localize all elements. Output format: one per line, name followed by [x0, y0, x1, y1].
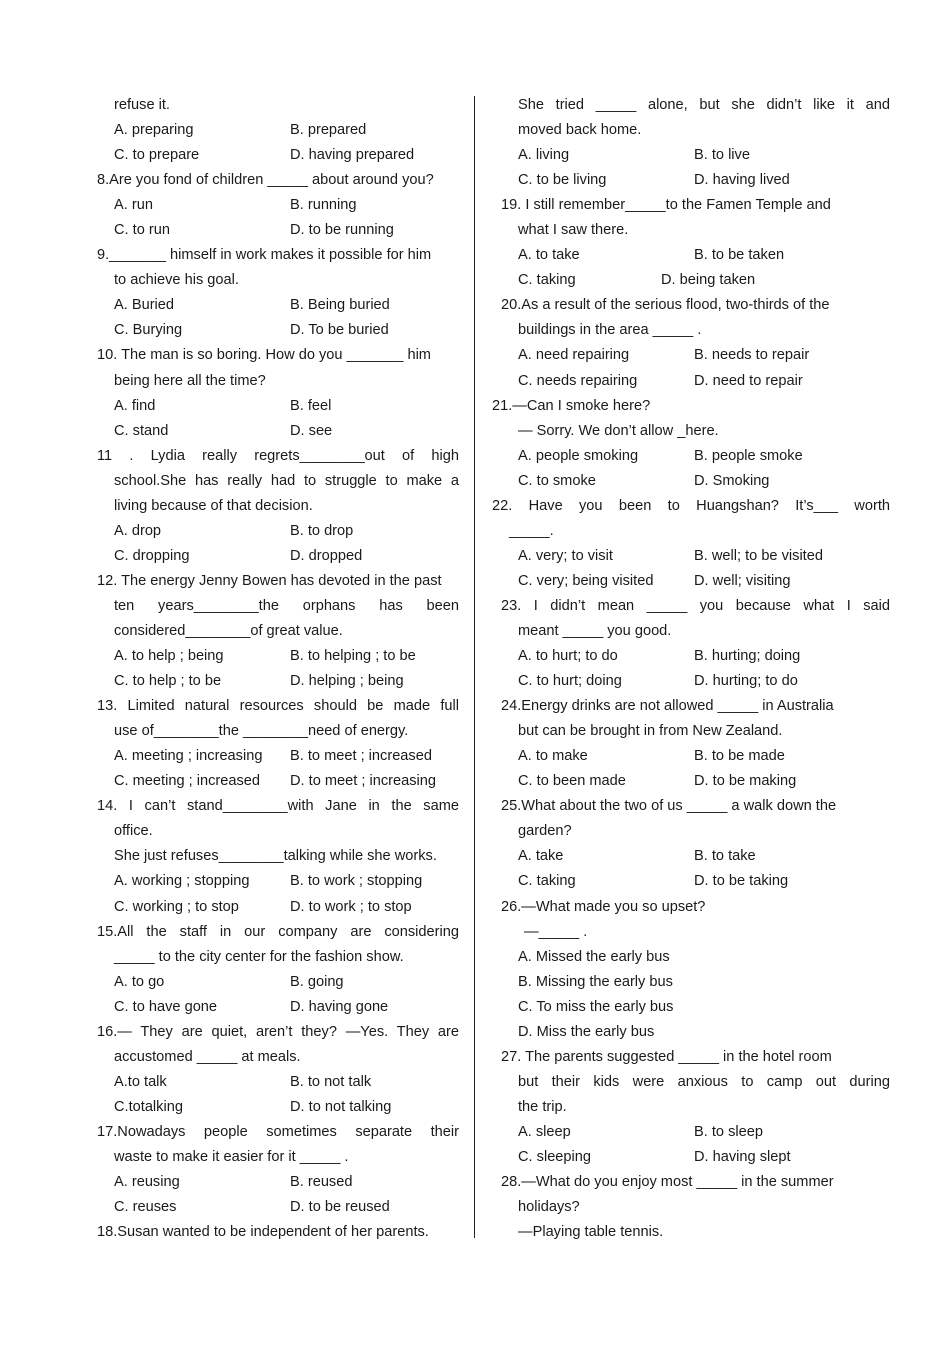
question-line: 23. I didn’t mean _____ you because what I said	[501, 597, 890, 614]
text-line: but their kids were anxious to camp out during	[518, 1073, 890, 1090]
answer-options-row	[97, 895, 459, 920]
answer-option: C. working ; to stop	[114, 898, 239, 915]
answer-option: B. needs to repair	[694, 347, 810, 364]
text-line: waste to make it easier for it _____ .	[114, 1148, 349, 1165]
answer-option: C. to smoke	[518, 472, 596, 489]
right-column	[492, 93, 890, 1245]
answer-option: B. to meet ; increased	[290, 748, 432, 765]
answer-option: D. to be making	[694, 773, 797, 790]
question-line: 13. Limited natural resources should be made full	[97, 698, 459, 715]
answer-option: C. dropping	[114, 547, 190, 564]
question-line: 24.Energy drinks are not allowed _____ in Australia	[501, 698, 834, 715]
text-line: living because of that decision.	[114, 497, 313, 514]
answer-options-row	[492, 569, 890, 594]
answer-option: C. to been made	[518, 773, 626, 790]
answer-options-row	[97, 669, 459, 694]
answer-options-row	[97, 118, 459, 143]
column-divider	[474, 96, 475, 1238]
answer-option: B. to drop	[290, 522, 354, 539]
answer-option: B. going	[290, 973, 344, 990]
text-line: C. To miss the early bus	[518, 998, 674, 1015]
answer-option: C. to help ; to be	[114, 673, 222, 690]
text-line: to achieve his goal.	[114, 272, 239, 289]
answer-option: C. reuses	[114, 1199, 177, 1216]
question-line: 20.As a result of the serious flood, two-thirds of the	[501, 297, 830, 314]
text-line: moved back home.	[518, 122, 642, 139]
answer-option: C. to run	[114, 222, 170, 239]
answer-option: C. to prepare	[114, 147, 200, 164]
answer-option: B. to not talk	[290, 1073, 372, 1090]
answer-option: C. to have gone	[114, 998, 218, 1015]
answer-options-row	[97, 394, 459, 419]
answer-option: B. feel	[290, 397, 332, 414]
answer-options-row	[492, 143, 890, 168]
answer-option: A. find	[114, 397, 156, 414]
answer-option: D. to be taking	[694, 873, 789, 890]
answer-options-row	[492, 1145, 890, 1170]
answer-option: B. prepared	[290, 122, 367, 139]
answer-option: A. living	[518, 147, 570, 164]
answer-option: D. having prepared	[290, 147, 415, 164]
answer-option: A. sleep	[518, 1123, 571, 1140]
answer-option: D. to work ; to stop	[290, 898, 412, 915]
answer-options-row	[97, 869, 459, 894]
text-line: accustomed _____ at meals.	[114, 1048, 301, 1065]
text-line: _____ to the city center for the fashion show.	[114, 948, 404, 965]
answer-option: C.totalking	[114, 1098, 183, 1115]
text-line: what I saw there.	[518, 222, 629, 239]
answer-options-row	[97, 769, 459, 794]
text-line: She just refuses________talking while she works.	[114, 848, 437, 865]
answer-options-row	[492, 343, 890, 368]
answer-option: C. sleeping	[518, 1148, 592, 1165]
answer-option: B. people smoke	[694, 447, 803, 464]
answer-options-row	[492, 744, 890, 769]
answer-option: B. well; to be visited	[694, 547, 823, 564]
answer-option: B. to be made	[694, 748, 785, 765]
answer-options-row	[492, 769, 890, 794]
text-line: A. Missed the early bus	[518, 948, 670, 965]
answer-options-row	[492, 844, 890, 869]
text-line: the trip.	[518, 1098, 567, 1115]
answer-option: C. Burying	[114, 322, 183, 339]
question-line: 19. I still remember_____to the Famen Temple and	[501, 197, 831, 214]
answer-option: A. need repairing	[518, 347, 630, 364]
text-line: use of________the ________need of energy.	[114, 723, 409, 740]
answer-options-row	[492, 369, 890, 394]
answer-option: D. having gone	[290, 998, 389, 1015]
question-line: 26.—What made you so upset?	[501, 898, 706, 915]
answer-option: A. to help ; being	[114, 648, 224, 665]
answer-option: D. to be reused	[290, 1199, 390, 1216]
answer-option: A. Buried	[114, 297, 175, 314]
text-line: school.She has really had to struggle to make a	[114, 472, 459, 489]
text-line: ten years________the orphans has been	[114, 597, 459, 614]
answer-options-row	[97, 1195, 459, 1220]
answer-option: A. take	[518, 848, 564, 865]
answer-option: C. to be living	[518, 172, 607, 189]
answer-options-row	[97, 519, 459, 544]
question-line: 22. Have you been to Huangshan? It’s___ worth	[492, 497, 890, 514]
answer-option: A.to talk	[114, 1073, 167, 1090]
answer-option: D. to not talking	[290, 1098, 392, 1115]
question-line: 28.—What do you enjoy most _____ in the summer	[501, 1174, 834, 1191]
answer-option: D. to meet ; increasing	[290, 773, 437, 790]
answer-option: B. to live	[694, 147, 750, 164]
question-line: 14. I can’t stand________with Jane in the same	[97, 798, 459, 815]
answer-options-row	[97, 193, 459, 218]
answer-options-row	[492, 1120, 890, 1145]
text-line: D. Miss the early bus	[518, 1023, 655, 1040]
text-line: but can be brought in from New Zealand.	[518, 723, 783, 740]
answer-option: A. reusing	[114, 1174, 180, 1191]
answer-options-row	[492, 869, 890, 894]
text-line: _____.	[509, 522, 554, 539]
answer-option: B. to be taken	[694, 247, 785, 264]
answer-options-row	[97, 1170, 459, 1195]
answer-option: D. well; visiting	[694, 572, 791, 589]
answer-options-row	[97, 419, 459, 444]
answer-options-row	[97, 544, 459, 569]
answer-option: A. to take	[518, 247, 580, 264]
answer-option: D. having slept	[694, 1148, 791, 1165]
answer-options-row	[492, 444, 890, 469]
answer-option: A. to hurt; to do	[518, 648, 618, 665]
answer-option: C. taking	[518, 272, 576, 289]
text-line: B. Missing the early bus	[518, 973, 673, 990]
text-line: office.	[114, 823, 153, 840]
answer-options-row	[97, 970, 459, 995]
answer-option: D. To be buried	[290, 322, 389, 339]
answer-option: A. drop	[114, 522, 162, 539]
answer-option: B. to take	[694, 848, 756, 865]
text-line: refuse it.	[114, 97, 170, 113]
question-line: 25.What about the two of us _____ a walk down the	[501, 798, 837, 815]
answer-option: C. taking	[518, 873, 576, 890]
answer-option: D. being taken	[661, 272, 756, 289]
answer-options-row	[492, 469, 890, 494]
answer-options-row	[97, 744, 459, 769]
answer-options-row	[97, 1070, 459, 1095]
answer-option: A. preparing	[114, 122, 194, 139]
answer-option: A. working ; stopping	[114, 873, 250, 890]
answer-option: A. meeting ; increasing	[114, 748, 263, 765]
question-line: 16.— They are quiet, aren’t they? —Yes. They are	[97, 1023, 459, 1040]
answer-option: C. to hurt; doing	[518, 673, 622, 690]
answer-option: B. to helping ; to be	[290, 648, 416, 665]
answer-options-row	[97, 644, 459, 669]
answer-option: D. having lived	[694, 172, 790, 189]
question-line: 8.Are you fond of children _____ about around you?	[97, 172, 434, 189]
answer-options-row	[97, 143, 459, 168]
answer-options-row	[492, 168, 890, 193]
answer-options-row	[492, 644, 890, 669]
question-line: 17.Nowadays people sometimes separate their	[97, 1123, 459, 1140]
text-line: being here all the time?	[114, 372, 266, 389]
answer-option: B. running	[290, 197, 357, 214]
answer-option: C. very; being visited	[518, 572, 654, 589]
answer-option: D. see	[290, 422, 333, 439]
answer-option: D. hurting; to do	[694, 673, 798, 690]
text-line: buildings in the area _____ .	[518, 322, 702, 339]
answer-option: B. Being buried	[290, 297, 390, 314]
answer-option: B. reused	[290, 1174, 353, 1191]
text-line: — Sorry. We don’t allow _here.	[518, 422, 719, 439]
answer-option: C. needs repairing	[518, 372, 638, 389]
question-line: 21.—Can I smoke here?	[492, 397, 651, 414]
answer-options-row	[97, 218, 459, 243]
text-line: holidays?	[518, 1199, 580, 1216]
answer-options-row	[492, 669, 890, 694]
question-line: 12. The energy Jenny Bowen has devoted in the past	[97, 572, 442, 589]
answer-option: A. people smoking	[518, 447, 639, 464]
answer-options-row	[492, 268, 890, 293]
question-line: 18.Susan wanted to be independent of her parents.	[97, 1224, 429, 1241]
text-line: garden?	[518, 823, 572, 840]
answer-options-row	[97, 318, 459, 343]
text-line: meant _____ you good.	[518, 622, 672, 639]
answer-options-row	[492, 243, 890, 268]
answer-options-row	[97, 293, 459, 318]
answer-option: B. hurting; doing	[694, 648, 801, 665]
answer-option: B. to sleep	[694, 1123, 763, 1140]
answer-option: D. to be running	[290, 222, 394, 239]
question-line: 15.All the staff in our company are considering	[97, 923, 459, 940]
answer-option: D. need to repair	[694, 372, 803, 389]
answer-option: C. meeting ; increased	[114, 773, 261, 790]
answer-option: A. to go	[114, 973, 165, 990]
answer-options-row	[492, 544, 890, 569]
question-line: 27. The parents suggested _____ in the hotel room	[501, 1048, 832, 1065]
answer-option: A. very; to visit	[518, 547, 613, 564]
question-line: 11 . Lydia really regrets________out of high	[97, 447, 459, 464]
answer-option: B. to work ; stopping	[290, 873, 423, 890]
answer-option: D. dropped	[290, 547, 363, 564]
text-line: —Playing table tennis.	[518, 1224, 664, 1241]
text-line: She tried _____ alone, but she didn’t like it and	[518, 97, 890, 113]
answer-option: C. stand	[114, 422, 169, 439]
answer-option: A. run	[114, 197, 153, 214]
answer-option: D. Smoking	[694, 472, 770, 489]
question-line: 9._______ himself in work makes it possible for him	[97, 247, 432, 264]
answer-options-row	[97, 995, 459, 1020]
text-line: considered________of great value.	[114, 622, 343, 639]
answer-option: D. helping ; being	[290, 673, 404, 690]
answer-option: A. to make	[518, 748, 588, 765]
question-line: 10. The man is so boring. How do you _______ him	[97, 347, 431, 364]
text-line: —_____ .	[524, 923, 588, 940]
answer-options-row	[97, 1095, 459, 1120]
left-column	[97, 93, 459, 1245]
